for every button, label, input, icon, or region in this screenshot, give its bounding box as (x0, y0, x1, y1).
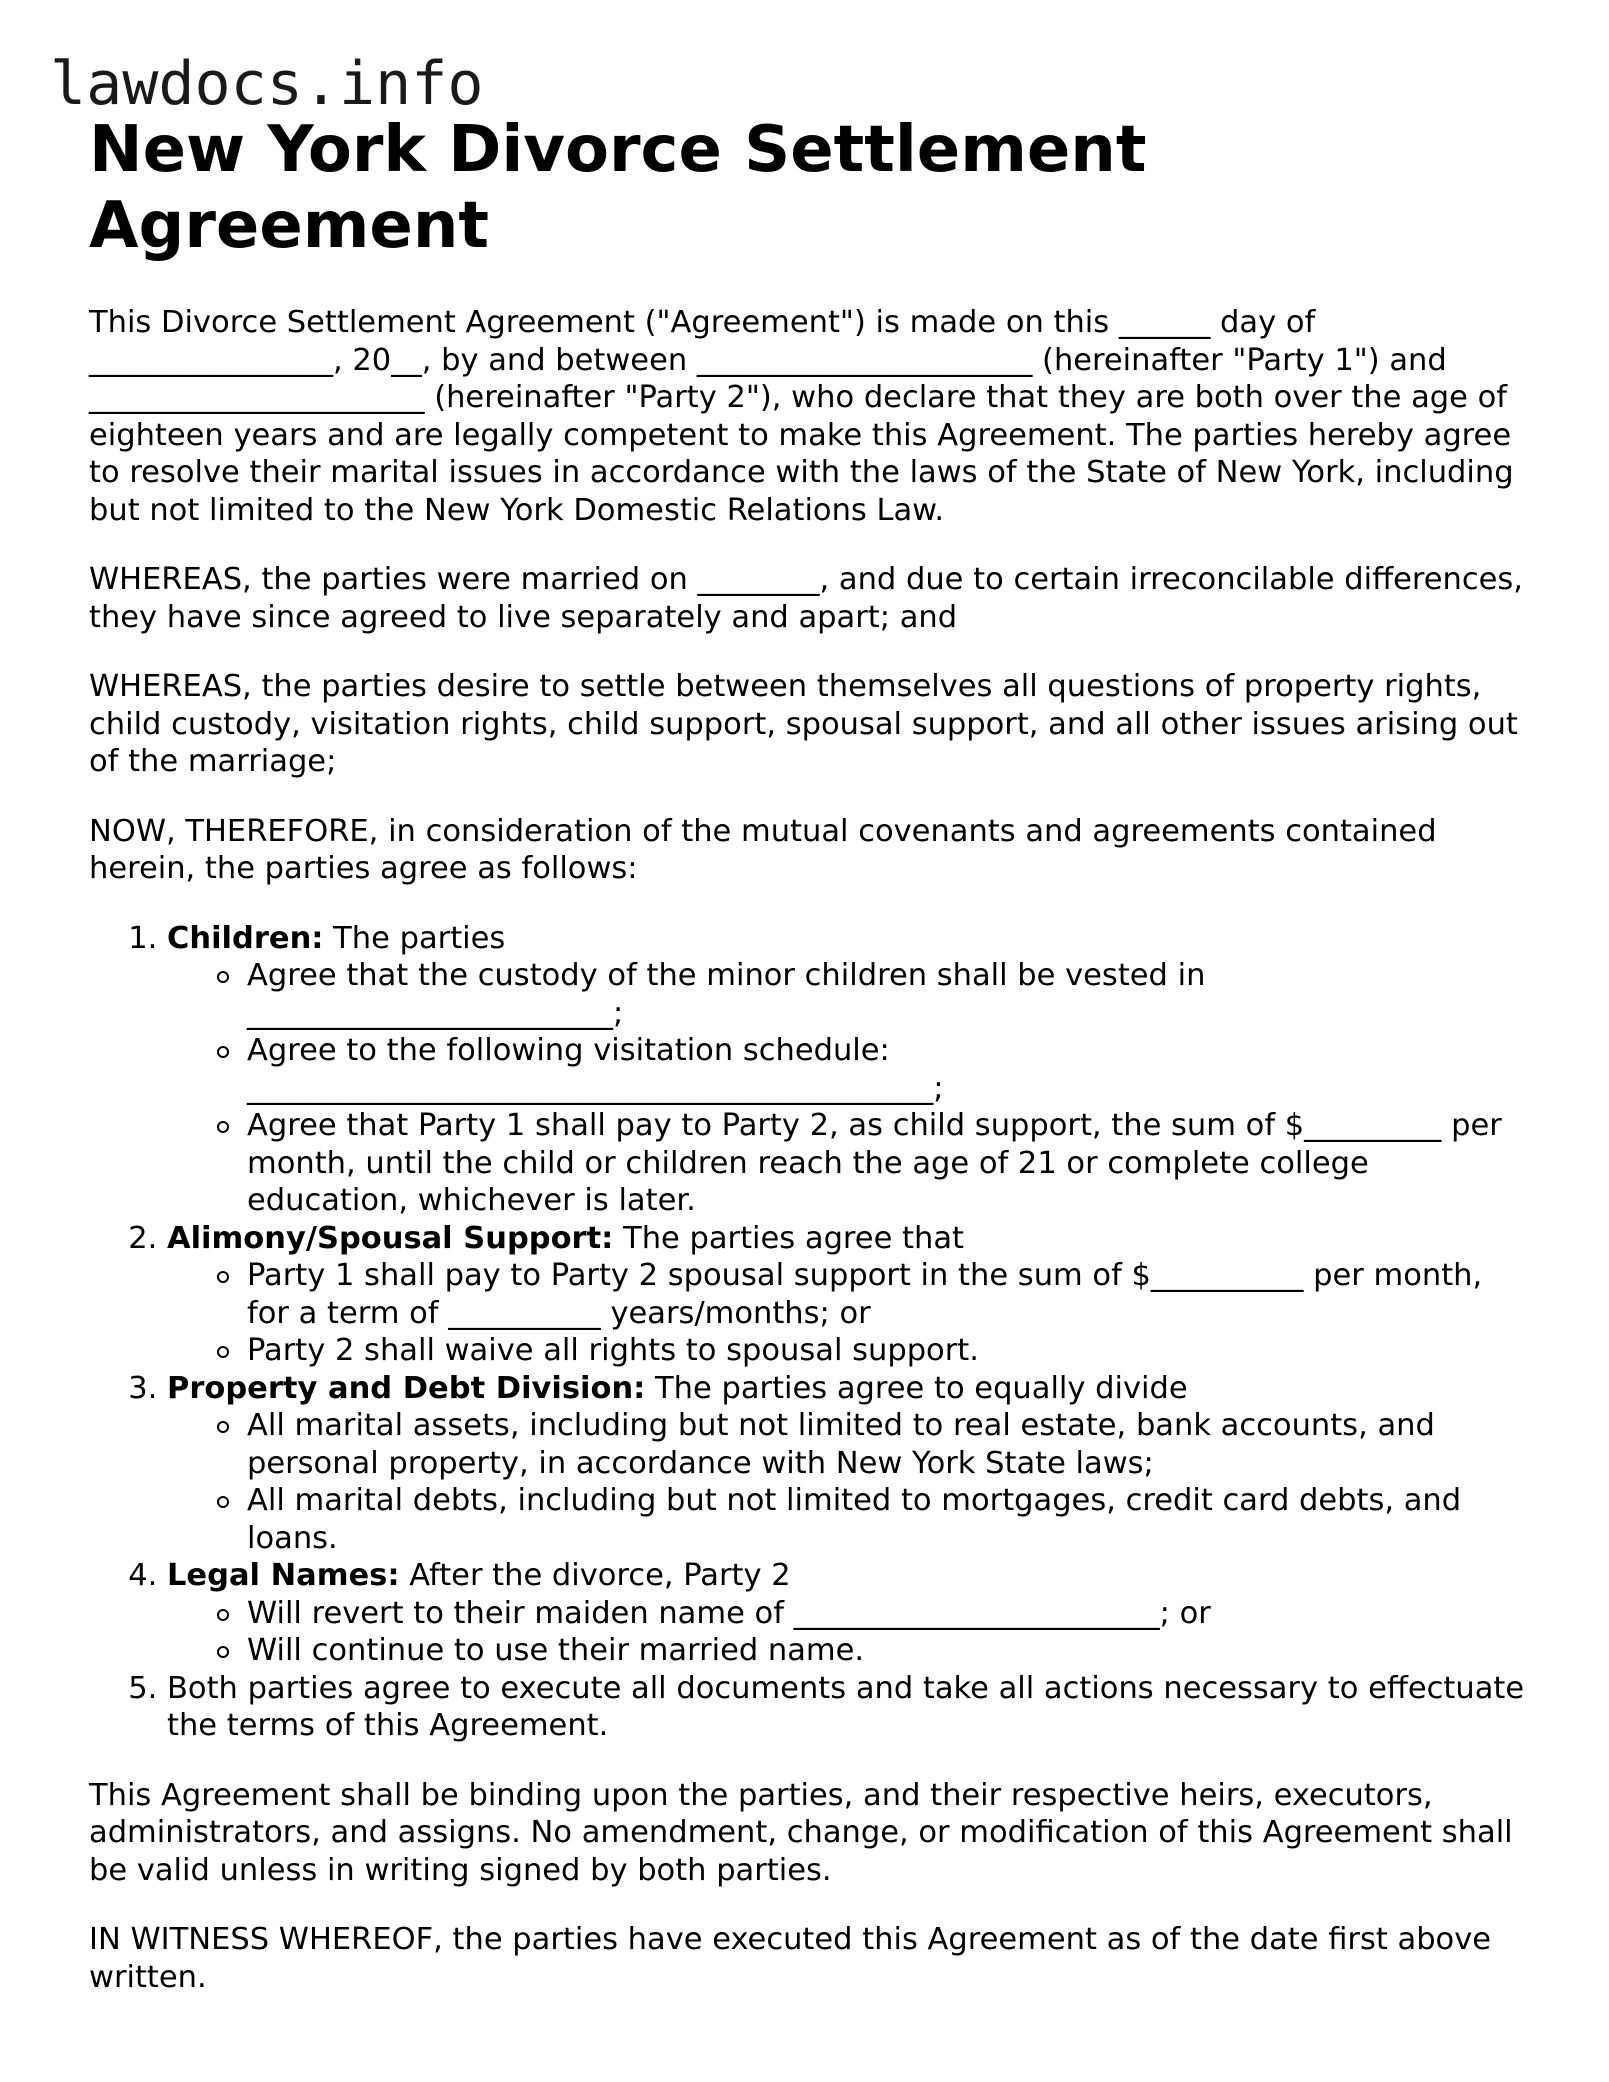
section-label: Legal Names: (167, 1558, 400, 1593)
list-item: Party 1 shall pay to Party 2 spousal support in the sum of $__________ per month, for a term of __________ years/months; or (247, 1257, 1529, 1332)
list-item: Will continue to use their married name. (247, 1632, 1529, 1670)
whereas-married-paragraph: WHEREAS, the parties were married on ________, and due to certain irreconcilable differences, they have since agreed to live separately and apart; and (89, 562, 1523, 635)
document-page (89, 112, 1529, 1996)
section-label: Alimony/Spousal Support: (167, 1220, 614, 1256)
terms-list (89, 920, 1529, 1745)
section-items (167, 957, 1529, 1220)
section-text: After the divorce, Party 2 (399, 1558, 791, 1593)
now-therefore-paragraph: NOW, THEREFORE, in consideration of the mutual covenants and agreements contained herein, the parties agree as follows: (89, 813, 1437, 886)
section-text: The parties (323, 920, 506, 956)
section-text: The parties agree that (613, 1220, 964, 1256)
list-item: Will revert to their maiden name of ________________________; or (247, 1595, 1529, 1633)
section-property-debt (167, 1370, 1529, 1558)
section-items (167, 1257, 1529, 1370)
list-item: All marital assets, including but not limited to real estate, bank accounts, and personal property, in accordance with New York State laws; (247, 1407, 1529, 1482)
section-label: Property and Debt Division: (167, 1370, 646, 1406)
section-alimony (167, 1220, 1529, 1370)
site-watermark: lawdocs.info (50, 49, 484, 119)
binding-paragraph: This Agreement shall be binding upon the parties, and their respective heirs, executors, administrators, and assigns. No amendment, change, or modification of this Agreement shall be valid unless in writing signed by both parties. (89, 1777, 1513, 1888)
section-items (167, 1595, 1529, 1670)
section-execute-documents: 5. Both parties agree to execute all documents and take all actions necessary to effectuate the terms of this Agreement. (167, 1670, 1529, 1745)
list-item: Agree to the following visitation schedule: _____________________________________________; (247, 1032, 1529, 1107)
section-label: Children: (167, 920, 324, 956)
list-item: All marital debts, including but not limited to mortgages, credit card debts, and loans. (247, 1482, 1529, 1557)
intro-paragraph: This Divorce Settlement Agreement ("Agreement") is made on this ______ day of ________________, 20__, by and between ______________________ (hereinafter "Party 1") and ______________________ (hereinafter "Party 2"), who declare that they are both over the age of eighteen years and are legally competent to make this Agreement. The parties hereby agree to resolve their marital issues in accordance with the laws of the State of New York, including but not limited to the New York Domestic Relations Law. (89, 305, 1514, 528)
section-children (167, 920, 1529, 1220)
section-text: The parties agree to equally divide (645, 1370, 1188, 1406)
document-title: New York Divorce Settlement Agreement (89, 113, 1147, 263)
list-item: Agree that the custody of the minor children shall be vested in ________________________; (247, 957, 1529, 1032)
list-item: Party 2 shall waive all rights to spousal support. (247, 1332, 1529, 1370)
document-body (89, 304, 1529, 1996)
section-legal-names (167, 1557, 1529, 1670)
list-item: Agree that Party 1 shall pay to Party 2, as child support, the sum of $_________ per month, until the child or children reach the age of 21 or complete college education, whichever is later. (247, 1107, 1529, 1220)
witness-paragraph: IN WITNESS WHEREOF, the parties have executed this Agreement as of the date first above written. (89, 1922, 1492, 1995)
section-items (167, 1407, 1529, 1557)
whereas-settle-paragraph: WHEREAS, the parties desire to settle between themselves all questions of property rights, child custody, visitation rights, child support, spousal support, and all other issues arising out of the marriage; (89, 669, 1518, 779)
